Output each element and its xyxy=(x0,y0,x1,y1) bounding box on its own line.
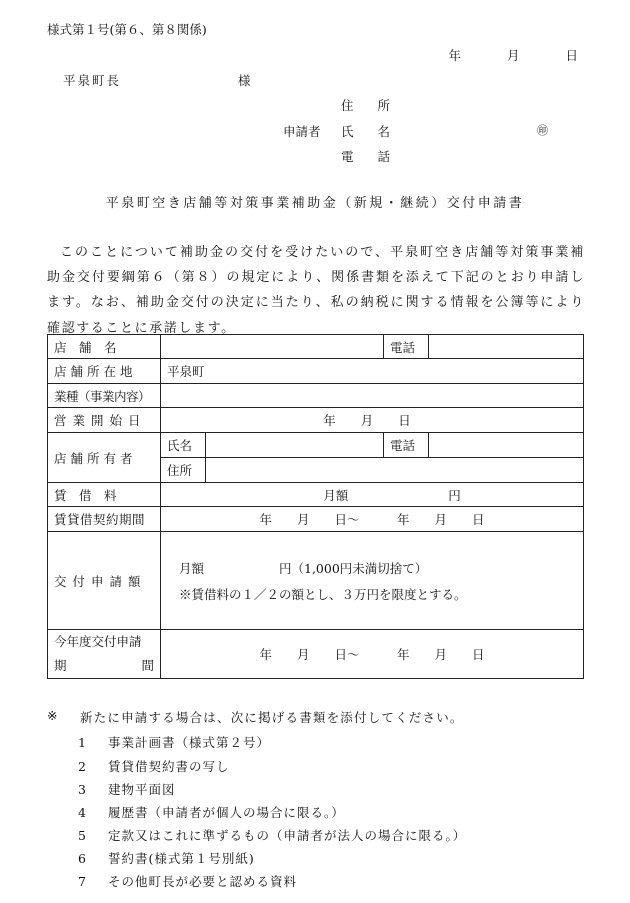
current-year-value: 年 月 日～ 年 月 日 xyxy=(259,647,485,662)
date-day: 日 xyxy=(565,48,578,63)
row-location xyxy=(48,359,584,384)
note-item: 6 誓約書(様式第１号別紙) xyxy=(78,851,255,866)
start-date-field[interactable] xyxy=(161,408,584,433)
row-rent xyxy=(48,483,584,507)
rent-label: 賃 借 料 xyxy=(54,487,117,503)
location-label: 店舗所在地 xyxy=(48,359,161,384)
row-business-type xyxy=(48,384,584,408)
rent-value: 月額 円 xyxy=(323,487,461,503)
applicant-label: 申請者 xyxy=(283,124,321,139)
owner-label: 店舗所有者 xyxy=(48,433,161,483)
application-table xyxy=(47,334,584,679)
applicant-address-label: 住 所 xyxy=(341,98,400,113)
start-date-label: 営業開始日 xyxy=(48,408,161,433)
lease-period-label: 賃貸借契約期間 xyxy=(48,507,161,532)
store-phone-label: 電話 xyxy=(384,335,429,359)
honorific: 様 xyxy=(238,73,251,88)
note-item: 4 履歴書（申請者が個人の場合に限る。） xyxy=(78,805,345,820)
owner-address-label: 住所 xyxy=(161,458,206,483)
body-paragraph: このことについて補助金の交付を受けたいので、平泉町空き店舗等対策事業補助金交付要綱第６（第８）の規定により、関係書類を添えて下記のとおり申請します。なお、補助金交付の決定に当たり、私の納税に関する情報を公簿等により確認することに承諾します。 xyxy=(47,245,585,336)
note-item: 5 定款又はこれに準ずるもの（申請者が法人の場合に限る。） xyxy=(78,828,467,843)
row-start-date xyxy=(48,408,584,433)
grant-amount-label: 交付申請額 xyxy=(48,532,161,630)
current-year-field[interactable] xyxy=(161,630,584,679)
grant-amount-field[interactable] xyxy=(161,532,584,630)
owner-phone-label: 電話 xyxy=(384,433,429,458)
note-item: 3 建物平面図 xyxy=(78,782,176,797)
notes-heading: 新たに申請する場合は、次に掲げる書類を添付してください。 xyxy=(80,710,464,725)
location-value: 平泉町 xyxy=(167,364,205,379)
note-item: 1 事業計画書（様式第２号） xyxy=(78,735,271,750)
owner-name-field[interactable] xyxy=(206,433,384,458)
business-type-field[interactable] xyxy=(161,384,584,408)
current-year-label: 今年度交付申請 期 間 xyxy=(48,630,161,679)
notes-mark: ※ xyxy=(47,708,58,723)
date-year: 年 xyxy=(448,48,462,63)
store-name-label: 店 舗 名 xyxy=(54,339,117,355)
owner-address-field[interactable] xyxy=(206,458,584,483)
business-type-label: 業種（事業内容） xyxy=(48,384,161,408)
note-item: 2 賃貸借契約書の写し xyxy=(78,759,230,774)
owner-name-label: 氏名 xyxy=(161,433,206,458)
row-store-name xyxy=(48,335,584,359)
owner-phone-field[interactable] xyxy=(429,433,584,458)
document-title: 平泉町空き店舗等対策事業補助金（新規・継続）交付申請書 xyxy=(105,196,525,211)
applicant-name-label: 氏 名 xyxy=(341,124,400,139)
grant-amount-note: ※賃借料の１／２の額とし、３万円を限度とする。 xyxy=(179,586,467,602)
seal-mark: ㊞ xyxy=(537,124,548,137)
store-phone-field[interactable] xyxy=(429,335,584,359)
grant-amount-line1: 月額 円（1,000円未満切捨て） xyxy=(179,560,428,576)
form-number: 様式第１号(第６、第８関係) xyxy=(47,22,207,37)
lease-period-value: 年 月 日～ 年 月 日 xyxy=(259,512,485,527)
lease-period-field[interactable] xyxy=(161,507,584,532)
store-name-field[interactable] xyxy=(161,335,384,359)
date-month: 月 xyxy=(507,48,520,63)
row-grant-amount xyxy=(48,532,584,630)
row-lease-period xyxy=(48,507,584,532)
applicant-phone-label: 電 話 xyxy=(341,149,400,164)
addressee: 平泉町長 xyxy=(63,73,122,88)
row-current-year-period xyxy=(48,630,584,679)
location-field[interactable] xyxy=(161,359,584,384)
date-line xyxy=(449,46,578,64)
start-date-value: 年 月 日 xyxy=(323,413,411,428)
rent-field[interactable] xyxy=(161,483,584,507)
note-item: 7 その他町長が必要と認める資料 xyxy=(78,874,298,889)
row-owner-name xyxy=(48,433,584,458)
